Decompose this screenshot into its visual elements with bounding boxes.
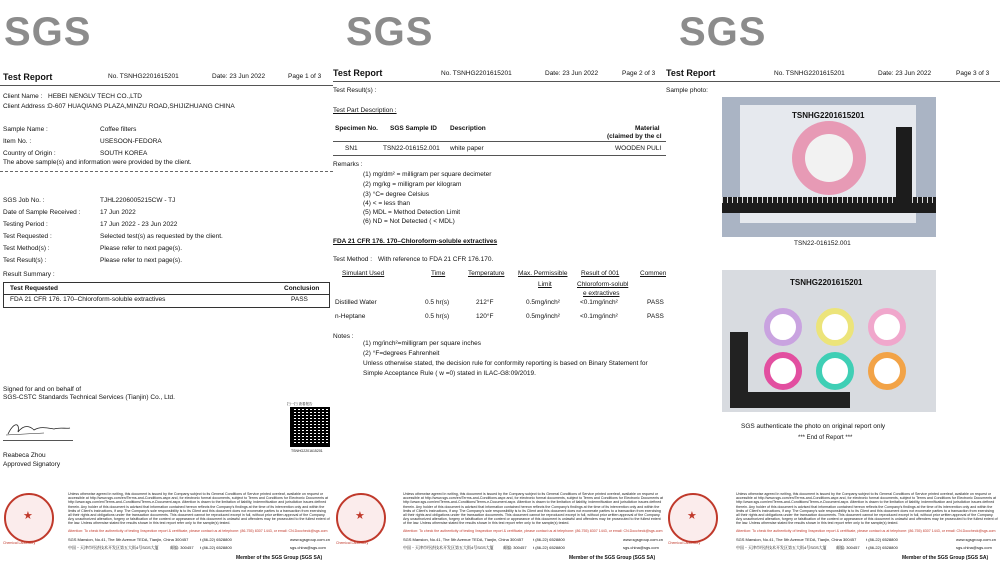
footer-phone-cn: t (86-22) 6528800 xyxy=(200,545,232,550)
row2-time: 0.5 hr(s) xyxy=(425,313,450,320)
material: WOODEN PULI xyxy=(615,145,662,152)
test-requested: Selected test(s) as requested by the client. xyxy=(100,233,223,240)
material-header: Material xyxy=(635,125,660,132)
signed-line-2: SGS-CSTC Standards Technical Services (Tianjin) Co., Ltd. xyxy=(3,394,175,401)
footer-phone: t (86-22) 6528800 xyxy=(866,537,898,542)
part-description-label: Test Part Description : xyxy=(333,107,397,114)
signature-image xyxy=(4,420,72,438)
footer-phone: t (86-22) 6528800 xyxy=(533,537,565,542)
footer-zip: 邮编: 300457 xyxy=(836,545,860,550)
col-time: Time xyxy=(431,270,446,277)
remark-3: (3) °C= degree Celsius xyxy=(363,191,430,198)
received-date: 17 Jun 2022 xyxy=(100,209,136,216)
provided-note: The above sample(s) and information were provided by the client. xyxy=(3,159,192,166)
remark-4: (4) < = less than xyxy=(363,200,410,207)
note-1: (1) mg/inch²=milligram per square inches xyxy=(363,340,481,347)
test-method-label: Test Method : xyxy=(333,256,373,263)
sample-id-header: SGS Sample ID xyxy=(390,125,437,132)
qr-caption-top: 扫一扫 查看报告 xyxy=(287,402,313,406)
authenticate-note: SGS authenticate the photo on original report only xyxy=(741,423,886,430)
summary-table xyxy=(3,282,330,308)
footer-address-en: SGS Mansion, No.41, The 5th Avenue TEDA, Tianjin, China 300457 xyxy=(736,537,857,542)
page-number: Page 3 of 3 xyxy=(956,70,990,77)
end-of-report: *** End of Report *** xyxy=(798,435,853,441)
specimen-no: SN1 xyxy=(345,145,358,152)
summary-label: Result Summary : xyxy=(3,271,55,278)
row2-result: <0.1mg/inch² xyxy=(580,313,618,320)
footer-web: www.sgsgroup.com.cn xyxy=(623,537,664,542)
note-4: Simple Acceptance Rule ( w =0) stated in ILAC-G8:09/2019. xyxy=(363,370,536,377)
footer-phone: t (86-22) 6528800 xyxy=(200,537,232,542)
footer-zip: 邮编: 300457 xyxy=(503,545,527,550)
remark-6: (6) ND = Not Detected ( < MDL) xyxy=(363,218,455,225)
remark-1: (1) mg/dm² = milligram per square decimeter xyxy=(363,171,492,178)
page-heading: Test Report xyxy=(333,68,383,78)
report-number: No. TSNHG2201615201 xyxy=(774,70,845,77)
signed-line-1: Signed for and on behalf of xyxy=(3,386,82,393)
description: white paper xyxy=(450,145,484,152)
footer-member: Member of the SGS Group (SGS SA) xyxy=(236,555,323,561)
footer-phone-cn: t (86-22) 6528800 xyxy=(533,545,565,550)
footer-address-en: SGS Mansion, No.41, The 5th Avenue TEDA, Tianjin, China 300457 xyxy=(403,537,524,542)
row1-comment: PASS xyxy=(647,299,664,306)
item-no-label: Item No. : xyxy=(3,138,32,145)
col-max-limit-2: Limit xyxy=(538,281,552,288)
material-header-sub: (claimed by the cl xyxy=(607,133,662,140)
footer-disclaimer: Unless otherwise agreed in writing, this document is issued by the Company subject to its General Conditions of Service printed overleaf, available on request or accessible at http://www.sgs.com/en/Terms-and-Conditions.aspx and, for electronic format documents, subject to Terms and Conditions for Electronic Documents at http://www.sgs.com/en/Terms-and-Conditions/Terms-e-Document.aspx. Attention is drawn to the limitation of liability, indemnification and jurisdiction issues defined therein. Any holder of this document is advised that information contained hereon reflects the Company's findings at the time of its intervention only and within the limits of Client's instructions, if any. The Company's sole responsibility is to its Client and this document does not exonerate parties to a transaction from exercising all their rights and obligations under the transaction documents. This document cannot be reproduced except in full, without prior written approval of the Company. Any unauthorized alteration, forgery or falsification of the content or appearance of this document is unlawful and offenders may be prosecuted to the fullest extent of the law. Unless otherwise stated the results shown in this test report refer only to the sample(s) tested. xyxy=(68,492,330,526)
row1-temp: 212°F xyxy=(476,299,494,306)
fda-section-title: FDA 21 CFR 176. 170–Chloroform-soluble extractives xyxy=(333,238,498,245)
description-header: Description xyxy=(450,125,486,132)
report-number: No. TSNHG2201615201 xyxy=(441,70,512,77)
header-rule xyxy=(333,81,666,82)
row2-temp: 120°F xyxy=(476,313,494,320)
footer-web: www.sgsgroup.com.cn xyxy=(956,537,997,542)
page-heading: Test Report xyxy=(666,68,716,78)
footer-address-en: SGS Mansion, No.41, The 5th Avenue TEDA, Tianjin, China 300457 xyxy=(68,537,189,542)
item-no: USESOON-FEDORA xyxy=(100,138,162,145)
col-max-limit-1: Max. Permissible xyxy=(518,270,568,277)
footer-web: www.sgsgroup.com.cn xyxy=(290,537,331,542)
job-no: TJHL2206005215CW - TJ xyxy=(100,197,176,204)
col-result-3: e extractives xyxy=(583,290,620,297)
footer-address-cn: 中国・天津市经济技术开发区第五大街4号SGS大厦 xyxy=(403,545,494,550)
summary-row-test: FDA 21 CFR 176. 170–Chloroform-soluble extractives xyxy=(10,296,166,303)
report-number: No. TSNHG2201615201 xyxy=(108,73,179,80)
signer-name: Reabeca Zhou xyxy=(3,452,46,459)
test-method: With reference to FDA 21 CFR 176.170. xyxy=(378,256,494,263)
header-rule xyxy=(0,85,333,86)
job-no-label: SGS Job No. : xyxy=(3,197,45,204)
sample-photo-2 xyxy=(722,270,936,412)
sample-photo-label: Sample photo: xyxy=(666,87,708,94)
row1-result: <0.1mg/inch² xyxy=(580,299,618,306)
notes-label: Notes : xyxy=(333,333,354,340)
report-page-3 xyxy=(666,0,1000,562)
footer-address-cn: 中国・天津市经济技术开发区第五大街4号SGS大厦 xyxy=(68,545,159,550)
received-label: Date of Sample Received : xyxy=(3,209,81,216)
row1-limit: 0.5mg/inch² xyxy=(526,299,560,306)
seal-icon: ★ xyxy=(668,493,718,543)
col-temperature: Temperature xyxy=(468,270,505,277)
photo2-label-top: TSNHG2201615201 xyxy=(790,278,863,287)
row1-simulant: Distilled Water xyxy=(335,299,377,306)
signatory-title: Approved Signatory xyxy=(3,461,61,468)
footer-email: sgs.china@sgs.com xyxy=(623,545,659,550)
sgs-logo: SGS xyxy=(4,10,92,54)
test-results-label: Test Result(s) : xyxy=(333,87,377,94)
col-simulant: Simulant Used xyxy=(342,270,385,277)
footer-attention: Attention: To check the authenticity of testing /inspection report & certificate, please contact us at telephone: (86-755) 8307 1443, or email: CN.Doccheck@sgs.com xyxy=(403,529,663,533)
footer-member: Member of the SGS Group (SGS SA) xyxy=(902,555,989,561)
footer-disclaimer: Unless otherwise agreed in writing, this document is issued by the Company subject to its General Conditions of Service printed overleaf, available on request or accessible at http://www.sgs.com/en/Terms-and-Conditions.aspx and, for electronic format documents, subject to Terms and Conditions for Electronic Documents at http://www.sgs.com/en/Terms-and-Conditions/Terms-e-Document.aspx. Attention is drawn to the limitation of liability, indemnification and jurisdiction issues defined therein. Any holder of this document is advised that information contained hereon reflects the Company's findings at the time of its intervention only and within the limits of Client's instructions, if any. The Company's sole responsibility is to its Client and this document does not exonerate parties to a transaction from exercising all their rights and obligations under the transaction documents. This document cannot be reproduced except in full, without prior written approval of the Company. Any unauthorized alteration, forgery or falsification of the content or appearance of this document is unlawful and offenders may be prosecuted to the fullest extent of the law. Unless otherwise stated the results shown in this test report refer only to the sample(s) tested. xyxy=(403,492,663,526)
report-date: Date: 23 Jun 2022 xyxy=(878,70,932,77)
qr-caption-bottom: TSNHG2201615201 xyxy=(291,449,323,453)
report-page-1 xyxy=(0,0,333,562)
footer-address-cn: 中国・天津市经济技术开发区第五大街4号SGS大厦 xyxy=(736,545,827,550)
remark-5: (5) MDL = Method Detection Limit xyxy=(363,209,461,216)
page-heading: Test Report xyxy=(3,72,53,82)
header-rule xyxy=(666,81,1000,82)
note-2: (2) °F=degrees Fahrenheit xyxy=(363,350,440,357)
note-3: Unless otherwise stated, the decision rule for conformity reporting is based on Binary Statement for xyxy=(363,360,648,367)
photo-label-top: TSNHG2201615201 xyxy=(792,111,865,120)
client-name-label: Client Name : xyxy=(3,93,43,100)
sample-name: Coffee filters xyxy=(100,126,137,133)
footer-member: Member of the SGS Group (SGS SA) xyxy=(569,555,656,561)
sgs-logo: SGS xyxy=(679,10,767,54)
client-address-label: Client Address : xyxy=(3,103,49,110)
test-requested-label: Test Requested : xyxy=(3,233,52,240)
footer-attention: Attention: To check the authenticity of testing /inspection report & certificate, please contact us at telephone: (86-755) 8307 1443, or email: CN.Doccheck@sgs.com xyxy=(736,529,996,533)
specimen-header: Specimen No. xyxy=(335,125,378,132)
client-address: D-607 HUAQIANG PLAZA,MINZU ROAD,SHIJIZHUANG CHINA xyxy=(48,103,235,110)
row2-simulant: n-Heptane xyxy=(335,313,366,320)
seal-label: Chemical Laboratory xyxy=(668,541,701,545)
seal-label: Chemical Laboratory xyxy=(3,541,36,545)
summary-header-conclusion: Conclusion xyxy=(284,285,320,292)
row2-limit: 0.5mg/inch² xyxy=(526,313,560,320)
country-label: Country of Origin : xyxy=(3,150,56,157)
test-results: Please refer to next page(s). xyxy=(100,257,183,264)
testing-period: 17 Jun 2022 - 23 Jun 2022 xyxy=(100,221,178,228)
report-date: Date: 23 Jun 2022 xyxy=(545,70,599,77)
test-results-label: Test Result(s) : xyxy=(3,257,47,264)
summary-header-test: Test Requested xyxy=(10,285,58,292)
sample-name-label: Sample Name : xyxy=(3,126,48,133)
footer-email: sgs.china@sgs.com xyxy=(290,545,326,550)
testing-period-label: Testing Period : xyxy=(3,221,48,228)
client-name: HEBEI NENGLV TECH CO.,LTD xyxy=(48,93,142,100)
page-number: Page 2 of 3 xyxy=(622,70,656,77)
seal-label: Chemical Laboratory xyxy=(336,541,369,545)
country-of-origin: SOUTH KOREA xyxy=(100,150,148,157)
report-page-2 xyxy=(333,0,666,562)
footer-email: sgs.china@sgs.com xyxy=(956,545,992,550)
seal-icon: ★ xyxy=(4,493,54,543)
report-date: Date: 23 Jun 2022 xyxy=(212,73,266,80)
sample-photo-1 xyxy=(722,97,936,237)
sgs-logo: SGS xyxy=(346,10,434,54)
test-methods: Please refer to next page(s). xyxy=(100,245,183,252)
col-comment: Commen xyxy=(640,270,666,277)
row2-comment: PASS xyxy=(647,313,664,320)
test-methods-label: Test Method(s) : xyxy=(3,245,50,252)
summary-row-conclusion: PASS xyxy=(291,296,308,303)
seal-icon: ★ xyxy=(336,493,386,543)
qr-code-icon[interactable] xyxy=(290,407,330,447)
row1-time: 0.5 hr(s) xyxy=(425,299,450,306)
page-number: Page 1 of 3 xyxy=(288,73,322,80)
footer-disclaimer: Unless otherwise agreed in writing, this document is issued by the Company subject to its General Conditions of Service printed overleaf, available on request or accessible at http://www.sgs.com/en/Terms-and-Conditions.aspx and, for electronic format documents, subject to Terms and Conditions for Electronic Documents at http://www.sgs.com/en/Terms-and-Conditions/Terms-e-Document.aspx. Attention is drawn to the limitation of liability, indemnification and jurisdiction issues defined therein. Any holder of this document is advised that information contained hereon reflects the Company's findings at the time of its intervention only and within the limits of Client's instructions, if any. The Company's sole responsibility is to its Client and this document does not exonerate parties to a transaction from exercising all their rights and obligations under the transaction documents. This document cannot be reproduced except in full, without prior written approval of the Company. Any unauthorized alteration, forgery or falsification of the content or appearance of this document is unlawful and offenders may be prosecuted to the fullest extent of the law. Unless otherwise stated the results shown in this test report refer only to the sample(s) tested. xyxy=(736,492,998,526)
divider xyxy=(0,171,333,172)
sample-id: TSN22-016152.001 xyxy=(383,145,440,152)
remarks-label: Remarks : xyxy=(333,161,363,168)
photo-caption: TSN22-016152.001 xyxy=(794,240,851,247)
col-result-1: Result of 001 xyxy=(581,270,620,277)
remark-2: (2) mg/kg = milligram per kilogram xyxy=(363,181,462,188)
footer-zip: 邮编: 300457 xyxy=(170,545,194,550)
col-result-2: Chloroform-solubl xyxy=(577,281,629,288)
footer-attention: Attention: To check the authenticity of testing /inspection report & certificate, please contact us at telephone: (86-755) 8307 1443, or email: CN.Doccheck@sgs.com xyxy=(68,529,328,533)
footer-phone-cn: t (86-22) 6528800 xyxy=(866,545,898,550)
